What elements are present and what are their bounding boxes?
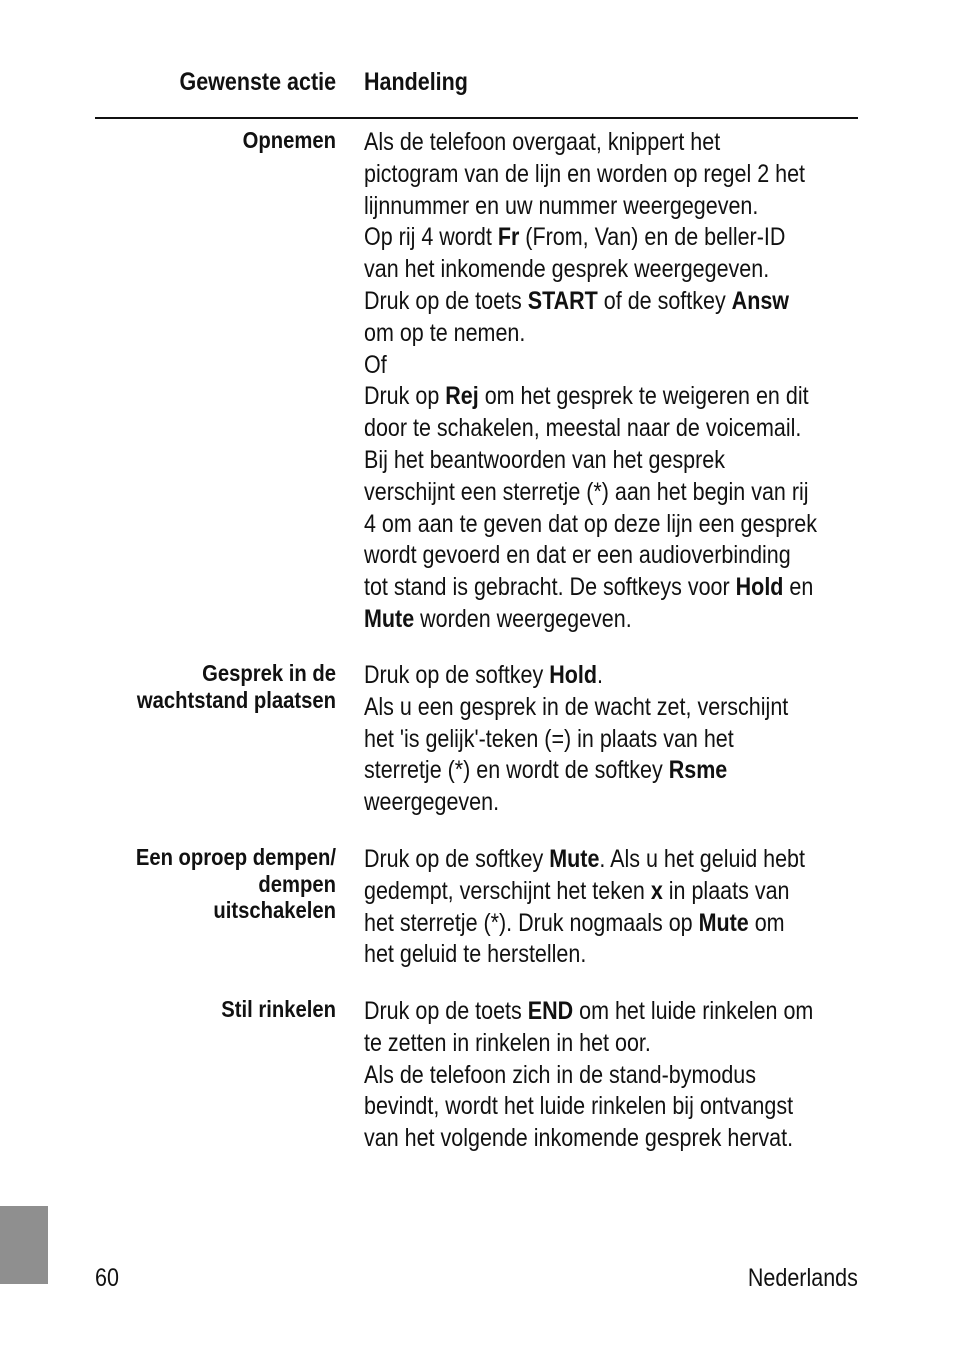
- text-line: bevindt, wordt het luide rinkelen bij ontvangst: [364, 1092, 794, 1121]
- key-label: Mute: [549, 845, 600, 873]
- key-label: END: [527, 997, 574, 1025]
- action-line: wachtstand plaatsen: [136, 686, 336, 713]
- text-line: lijnnummer en uw nummer weergegeven.: [364, 191, 759, 220]
- header-rule: [95, 117, 858, 119]
- key-label: Answ: [731, 286, 790, 315]
- handling-cell: [364, 127, 846, 636]
- action-line: uitschakelen: [213, 897, 336, 923]
- handling-cell: [364, 844, 846, 971]
- action-cell: [72, 996, 336, 1023]
- action-line: Opnemen: [242, 127, 336, 153]
- key-label: Mute: [698, 908, 749, 937]
- text-line: van het volgende inkomende gesprek hervat.: [364, 1124, 794, 1153]
- text-line: verschijnt een sterretje (*) aan het begin van rij: [364, 477, 809, 506]
- text-line: wordt gevoerd en dat er een audioverbinding: [364, 541, 791, 570]
- key-label: Fr: [497, 223, 520, 252]
- text-line: om op te nemen.: [364, 318, 526, 347]
- action-line: Een oproep dempen/: [135, 844, 336, 870]
- text-line: het geluid te herstellen.: [364, 940, 587, 969]
- text-line: van het inkomende gesprek weergegeven.: [364, 255, 770, 284]
- text-line: Druk op Rej om het gesprek te weigeren en dit: [364, 382, 809, 411]
- text-line: het sterretje (*). Druk nogmaals op Mute om: [364, 908, 785, 937]
- text-line: Als u een gesprek in de wacht zet, verschijnt: [364, 692, 789, 721]
- table-header: [95, 68, 858, 104]
- text-line: gedempt, verschijnt het teken x in plaats van: [364, 876, 790, 905]
- text-line: Bij het beantwoorden van het gesprek: [364, 445, 725, 474]
- text-line: Druk op de softkey Hold.: [364, 661, 603, 689]
- action-line: dempen: [258, 870, 336, 897]
- handling-cell: [364, 996, 846, 1155]
- key-label: Rej: [445, 382, 479, 411]
- text-line: Of: [364, 350, 387, 379]
- text-line: Als de telefoon overgaat, knippert het: [364, 128, 721, 156]
- action-cell: [72, 660, 336, 713]
- text-line: te zetten in rinkelen in het oor.: [364, 1028, 651, 1057]
- text-line: tot stand is gebracht. De softkeys voor Hold en: [364, 573, 814, 602]
- text-line: Druk op de toets END om het luide rinkelen om: [364, 997, 814, 1025]
- text-line: het 'is gelijk'-teken (=) in plaats van het: [364, 724, 734, 753]
- key-label: Hold: [735, 573, 784, 602]
- handling-column-header: Handeling: [364, 68, 468, 96]
- handling-cell: [364, 660, 846, 819]
- key-label: Mute: [364, 604, 415, 633]
- text-line: pictogram van de lijn en worden op regel 2 het: [364, 159, 806, 188]
- text-line: sterretje (*) en wordt de softkey Rsme: [364, 756, 728, 785]
- action-cell: [72, 127, 336, 154]
- text-line: weergegeven.: [364, 788, 500, 817]
- key-label: Rsme: [668, 756, 728, 785]
- language-label: Nederlands: [748, 1264, 858, 1292]
- key-label: x: [650, 876, 663, 905]
- page-number: 60: [95, 1264, 119, 1292]
- text-line: Druk op de softkey Mute. Als u het geluid hebt: [364, 845, 805, 873]
- action-line: Stil rinkelen: [221, 996, 336, 1022]
- text-line: 4 om aan te geven dat op deze lijn een gesprek: [364, 509, 818, 538]
- action-column-header: Gewenste actie: [179, 68, 336, 96]
- text-line: door te schakelen, meestal naar de voicemail.: [364, 414, 802, 443]
- chapter-tab-marker: [0, 1206, 48, 1284]
- text-line: Als de telefoon zich in de stand-bymodus: [364, 1060, 757, 1089]
- key-label: Hold: [549, 661, 598, 689]
- action-cell: [72, 844, 336, 924]
- text-line: Mute worden weergegeven.: [364, 604, 632, 633]
- key-label: START: [527, 286, 598, 315]
- text-line: Druk op de toets START of de softkey Answ: [364, 286, 790, 315]
- text-line: Op rij 4 wordt Fr (From, Van) en de beller-ID: [364, 223, 786, 252]
- action-line: Gesprek in de: [202, 660, 336, 686]
